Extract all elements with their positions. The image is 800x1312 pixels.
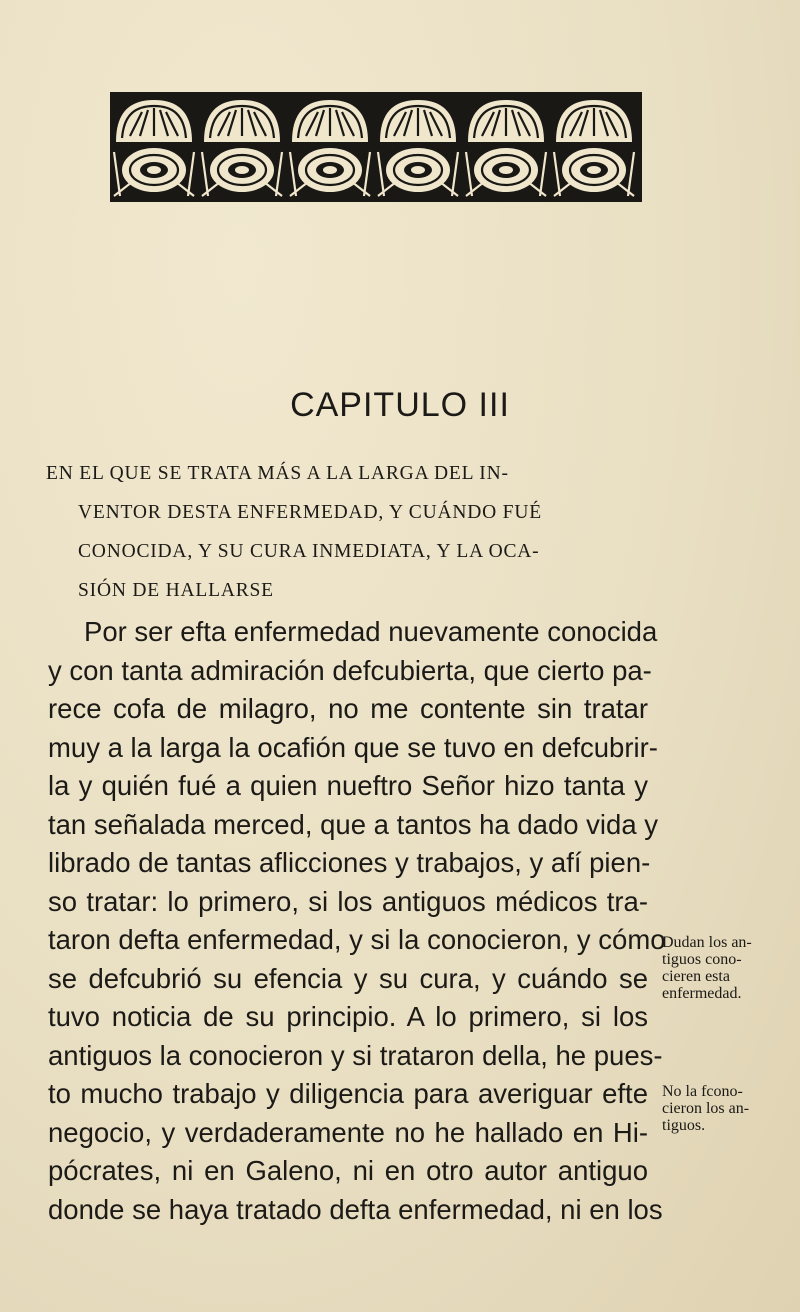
body-line: librado de tantas aflicciones y trabajos, y afí pien- [48, 847, 651, 878]
body-paragraph [48, 613, 666, 1229]
margin-note-ancients-doubt [662, 934, 772, 1002]
margin-note-line: enfermedad. [662, 985, 742, 1002]
body-line: pócrates, ni en Galeno, ni en otro autor antiguo [48, 1155, 648, 1186]
margin-note-line: cieren esta [662, 968, 730, 985]
ornament-graphic [110, 92, 642, 202]
body-line: negocio, y verdaderamente no he hallado en Hi- [48, 1116, 648, 1148]
margin-note-line: No la fcono- [662, 1083, 743, 1100]
summary-line: CONOCIDA, Y SU CURA INMEDIATA, Y LA OCA- [78, 541, 540, 562]
body-line: la y quién fué a quien nueftro Señor hizo tanta y [48, 770, 648, 801]
body-line: rece cofa de milagro, no me contente sin tratar [48, 693, 648, 724]
margin-note-line: cieron los an- [662, 1100, 750, 1117]
margin-note-line: tiguos. [662, 1117, 706, 1134]
body-line: donde se haya tratado defta enfermedad, ni en los [48, 1193, 663, 1225]
margin-note-line: tiguos cono- [662, 951, 742, 968]
body-line: tan señalada merced, que a tantos ha dado vida y [48, 808, 659, 840]
body-line: tuvo noticia de su principio. A lo primero, si los [48, 1001, 648, 1032]
ornament-band [110, 92, 642, 202]
summary-line: SIÓN DE HALLARSE [78, 580, 274, 601]
body-line: se defcubrió su efencia y su cura, y cuándo se [48, 962, 648, 994]
summary-line: EN EL QUE SE TRATA MÁS A LA LARGA DEL IN- [46, 463, 509, 484]
summary-line: VENTOR DESTA ENFERMEDAD, Y CUÁNDO FUÉ [78, 502, 542, 523]
margin-note-line: Dudan los an- [662, 934, 752, 951]
chapter-summary [46, 454, 668, 610]
body-line: taron defta enfermedad, y si la conocieron, y cómo [48, 924, 666, 955]
body-line: Por ser efta enfermedad nuevamente conocida [84, 616, 658, 647]
body-line: muy a la larga la ocafión que se tuvo en defcubrir- [48, 731, 658, 763]
body-line: y con tanta admiración defcubierta, que cierto pa- [48, 654, 652, 686]
chapter-title: CAPITULO III [290, 386, 510, 424]
body-line: so tratar: lo primero, si los antiguos médicos tra- [48, 885, 648, 917]
body-line: antiguos la conocieron y si trataron della, he pues- [48, 1039, 663, 1071]
margin-note-ancients-unknown [662, 1083, 772, 1134]
body-line: to mucho trabajo y diligencia para averiguar efte [48, 1078, 648, 1109]
